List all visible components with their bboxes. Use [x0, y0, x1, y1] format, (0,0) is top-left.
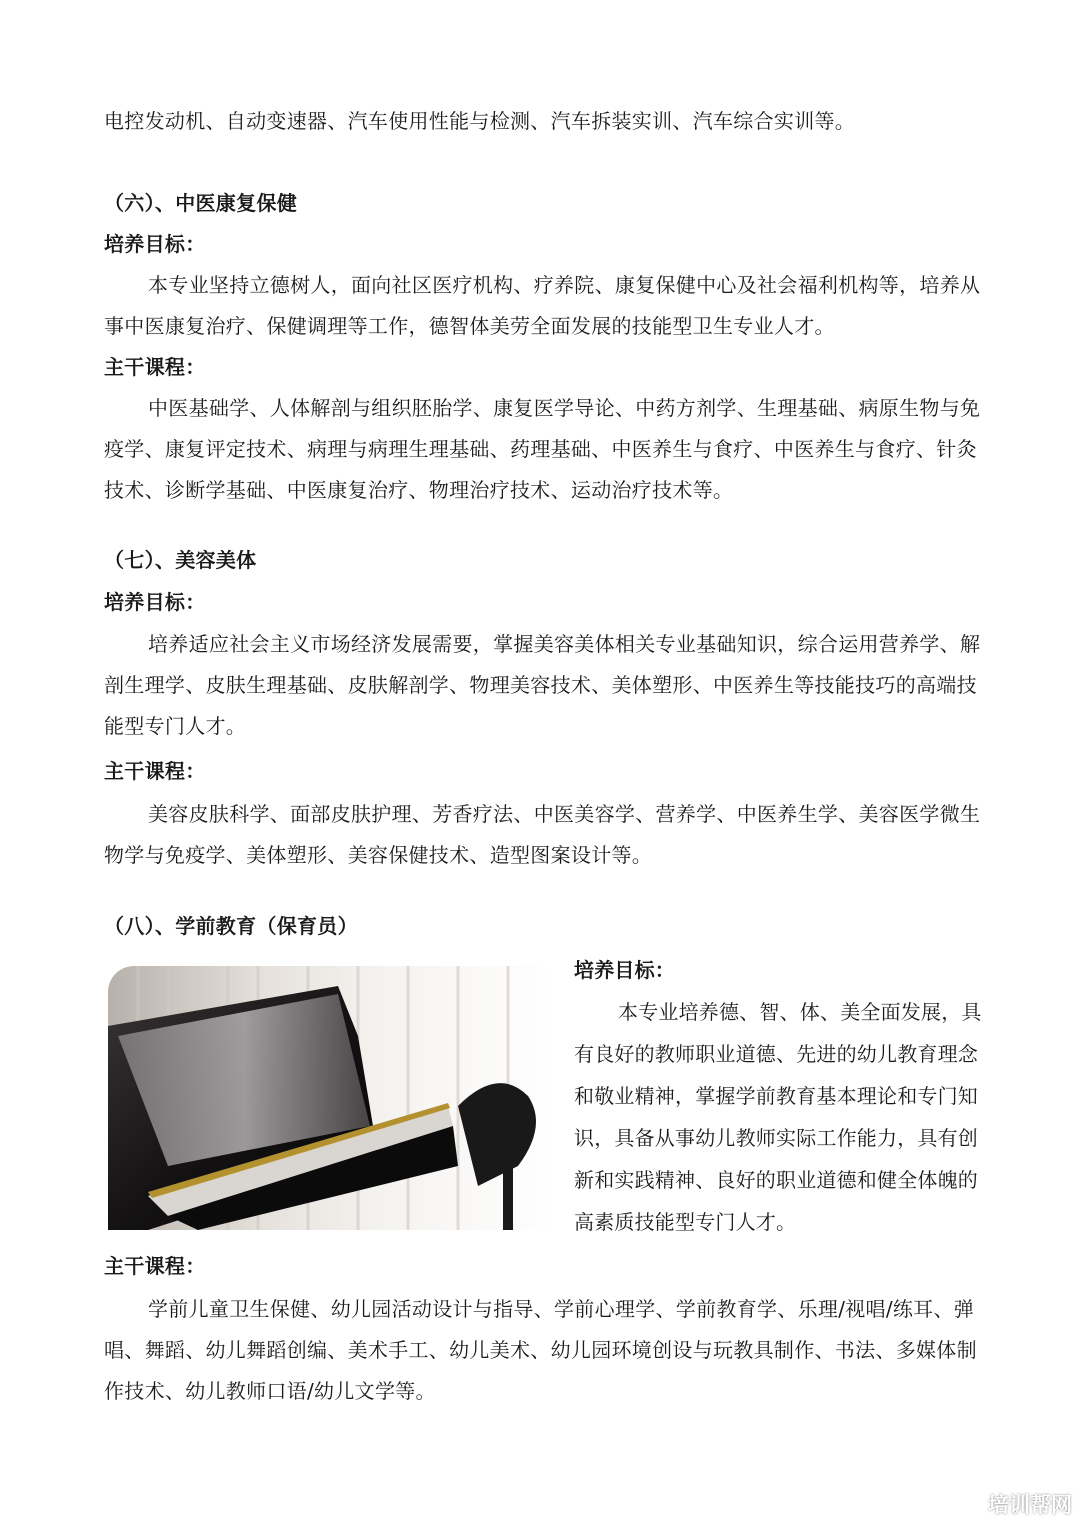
watermark [954, 1486, 1072, 1522]
section-heading-beauty: （七）、美容美体 [104, 548, 257, 572]
course-label-tcm: 主干课程： [104, 355, 206, 379]
course-label-beauty: 主干课程： [104, 759, 206, 783]
goal-label-beauty: 培养目标： [104, 590, 206, 614]
goal-text-preschool: 本专业培养德、智、体、美全面发展，具有良好的教师职业道德、先进的幼儿教育理念和敬业精神，掌握学前教育基本理论和专门知识，具备从事幼儿教师实际工作能力，具有创新和实践精神、良好的职业道德和健全体魄的高素质技能型专门人才。 [574, 1000, 982, 1234]
course-text-tcm: 中医基础学、人体解剖与组织胚胎学、康复医学导论、中药方剂学、生理基础、病原生物与免疫学、康复评定技术、病理与病理生理基础、药理基础、中医养生与食疗、中医养生与食疗、针灸技术、诊断学基础、中医康复治疗、物理治疗技术、运动治疗技术等。 [104, 396, 981, 502]
watermark-text: 培训帮网 [988, 1493, 1072, 1517]
section-heading-tcm: （六）、中医康复保健 [104, 191, 297, 215]
goal-label-tcm: 培养目标： [104, 232, 206, 256]
course-text-beauty: 美容皮肤科学、面部皮肤护理、芳香疗法、中医美容学、营养学、中医养生学、美容医学微生物学与免疫学、美体塑形、美容保健技术、造型图案设计等。 [104, 802, 981, 867]
goal-label-preschool: 培养目标： [574, 958, 675, 982]
piano-illustration [108, 966, 556, 1230]
goal-text-beauty: 培养适应社会主义市场经济发展需要，掌握美容美体相关专业基础知识，综合运用营养学、解剖生理学、皮肤生理基础、皮肤解剖学、物理美容技术、美体塑形、中医养生等技能技巧的高端技能型专门人才。 [104, 632, 981, 738]
section-heading-preschool: （八）、学前教育（保育员） [104, 914, 358, 938]
piano-photo [108, 966, 556, 1230]
watermark-logo-icon [954, 1490, 982, 1518]
auto-courses-tail: 电控发动机、自动变速器、汽车使用性能与检测、汽车拆装实训、汽车综合实训等。 [104, 109, 856, 133]
course-text-preschool: 学前儿童卫生保健、幼儿园活动设计与指导、学前心理学、学前教育学、乐理/视唱/练耳、弹唱、舞蹈、幼儿舞蹈创编、美术手工、幼儿美术、幼儿园环境创设与玩教具制作、书法、多媒体制作技术、幼儿教师口语/幼儿文学等。 [104, 1297, 977, 1403]
goal-text-tcm: 本专业坚持立德树人，面向社区医疗机构、疗养院、康复保健中心及社会福利机构等，培养从事中医康复治疗、保健调理等工作，德智体美劳全面发展的技能型卫生专业人才。 [104, 273, 981, 338]
course-label-preschool: 主干课程： [104, 1254, 206, 1278]
